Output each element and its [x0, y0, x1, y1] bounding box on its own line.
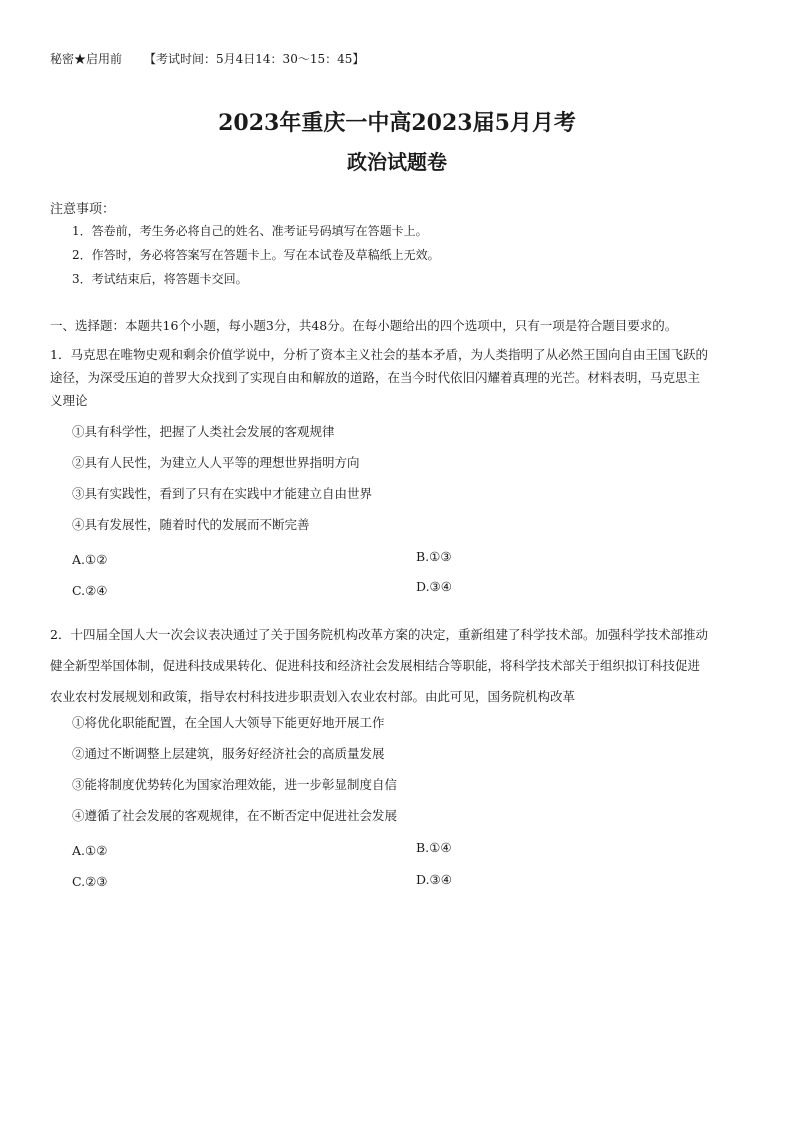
question-2-stem-line: 农业农村发展规划和政策，指导农村科技进步职责划入农业农村部。由此可见，国务院机构改革	[50, 689, 576, 704]
question-1-stem-line: 义理论	[50, 393, 88, 408]
notice-item-1: 1．答卷前，考生务必将自己的姓名、准考证号码填写在答题卡上。	[72, 224, 428, 238]
question-1-option-b: B.①③	[416, 549, 452, 564]
secret-label: 秘密★启用前	[50, 52, 123, 66]
question-1-statement-2: ②具有人民性，为建立人人平等的理想世界指明方向	[72, 455, 360, 470]
question-2-statement-2: ②通过不断调整上层建筑，服务好经济社会的高质量发展	[72, 746, 385, 761]
question-1-option-c: C.②④	[72, 583, 108, 598]
question-2-option-b: B.①④	[416, 840, 452, 855]
question-2-statement-3: ③能将制度优势转化为国家治理效能，进一步彰显制度自信	[72, 777, 398, 792]
page-title: 2023年重庆一中高2023届5月月考	[218, 110, 576, 136]
question-1-statement-4: ④具有发展性，随着时代的发展而不断完善	[72, 517, 310, 532]
notice-heading: 注意事项：	[50, 202, 116, 217]
question-2-statement-1: ①将优化职能配置，在全国人大领导下能更好地开展工作	[72, 715, 385, 730]
question-1-option-d: D.③④	[416, 579, 452, 594]
question-2-statement-4: ④遵循了社会发展的客观规律，在不断否定中促进社会发展	[72, 808, 398, 823]
question-1-stem-line: 途径，为深受压迫的普罗大众找到了实现自由和解放的道路，在当今时代依旧闪耀着真理的光芒。材料表明，马克思主	[50, 370, 701, 385]
question-1-stem	[50, 343, 750, 412]
question-1-stem-line: 1．马克思在唯物史观和剩余价值学说中，分析了资本主义社会的基本矛盾，为人类指明了从必然王国向自由王国飞跃的	[50, 347, 708, 362]
notice-item-3: 3．考试结束后，将答题卡交回。	[72, 272, 248, 286]
section-heading: 一、选择题：本题共16个小题，每小题3分，共48分。在每小题给出的四个选项中，只有一项是符合题目要求的。	[50, 318, 678, 333]
question-1-statement-3: ③具有实践性，看到了只有在实践中才能建立自由世界	[72, 486, 373, 501]
question-2-stem-line: 2．十四届全国人大一次会议表决通过了关于国务院机构改革方案的决定，重新组建了科学技术部。加强科学技术部推动	[50, 627, 708, 642]
question-2-option-d: D.③④	[416, 872, 452, 887]
notice-item-2: 2．作答时，务必将答案写在答题卡上。写在本试卷及草稿纸上无效。	[72, 248, 440, 262]
question-2-stem-line: 健全新型举国体制，促进科技成果转化、促进科技和经济社会发展相结合等职能，将科学技术部关于组织拟订科技促进	[50, 658, 701, 673]
question-1-option-a: A.①②	[72, 552, 108, 567]
question-2-option-c: C.②③	[72, 874, 108, 889]
question-2-stem	[50, 623, 750, 708]
question-1-statement-1: ①具有科学性，把握了人类社会发展的客观规律	[72, 424, 335, 439]
exam-header	[50, 50, 364, 67]
question-2-option-a: A.①②	[72, 843, 108, 858]
page-subtitle: 政治试题卷	[347, 150, 447, 174]
exam-time: 【考试时间：5月4日14：30～15：45】	[144, 52, 365, 66]
